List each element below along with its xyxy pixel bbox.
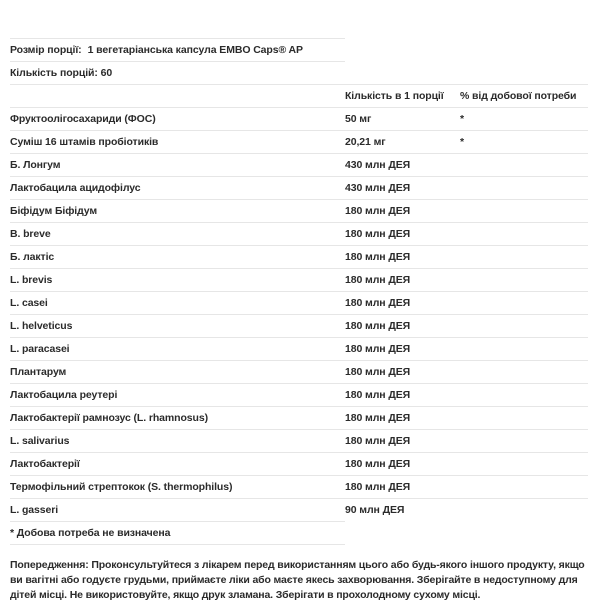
table-row	[10, 338, 588, 361]
ingredient-amount: 180 млн ДЕЯ	[345, 361, 460, 384]
daily-value-footnote	[10, 521, 345, 545]
table-row	[10, 430, 588, 453]
ingredient-name: L. paracasei	[10, 338, 345, 361]
table-header-row	[10, 85, 588, 108]
table-row	[10, 499, 588, 522]
ingredient-amount: 180 млн ДЕЯ	[345, 223, 460, 246]
ingredient-amount: 430 млн ДЕЯ	[345, 177, 460, 200]
table-row	[10, 269, 588, 292]
ingredient-name: L. casei	[10, 292, 345, 315]
ingredient-name: Термофільний стрептокок (S. thermophilus)	[10, 476, 345, 499]
ingredient-daily-value: *	[460, 131, 588, 154]
ingredient-daily-value	[460, 200, 588, 223]
ingredient-amount: 180 млн ДЕЯ	[345, 430, 460, 453]
footnote-text: * Добова потреба не визначена	[10, 527, 171, 539]
table-row	[10, 292, 588, 315]
ingredient-daily-value	[460, 338, 588, 361]
ingredient-daily-value	[460, 154, 588, 177]
ingredient-amount: 180 млн ДЕЯ	[345, 476, 460, 499]
column-header-daily-value: % від добової потреби	[460, 85, 588, 108]
table-row	[10, 223, 588, 246]
ingredient-daily-value	[460, 476, 588, 499]
servings-per-container-label: Кількість порцій: 60	[10, 67, 113, 79]
ingredient-daily-value: *	[460, 108, 588, 131]
ingredient-amount: 180 млн ДЕЯ	[345, 338, 460, 361]
ingredient-daily-value	[460, 223, 588, 246]
ingredient-amount: 90 млн ДЕЯ	[345, 499, 460, 522]
ingredient-name: Б. лактіс	[10, 246, 345, 269]
ingredient-name: L. brevis	[10, 269, 345, 292]
ingredient-daily-value	[460, 292, 588, 315]
supplement-facts-table	[10, 84, 588, 521]
ingredient-name: B. breve	[10, 223, 345, 246]
ingredient-name: L. helveticus	[10, 315, 345, 338]
ingredient-daily-value	[460, 499, 588, 522]
table-row	[10, 200, 588, 223]
ingredient-amount: 180 млн ДЕЯ	[345, 384, 460, 407]
ingredient-amount: 180 млн ДЕЯ	[345, 200, 460, 223]
serving-info-block	[0, 0, 600, 84]
ingredient-amount: 180 млн ДЕЯ	[345, 315, 460, 338]
table-header	[10, 85, 588, 108]
ingredient-amount: 180 млн ДЕЯ	[345, 246, 460, 269]
column-header-ingredient	[10, 85, 345, 108]
table-row	[10, 315, 588, 338]
table-row	[10, 384, 588, 407]
serving-size-label: Розмір порції:	[10, 44, 82, 56]
ingredient-name: Б. Лонгум	[10, 154, 345, 177]
column-header-amount-per-serving: Кількість в 1 порції	[345, 85, 460, 108]
ingredient-daily-value	[460, 315, 588, 338]
table-row	[10, 131, 588, 154]
ingredient-amount: 180 млн ДЕЯ	[345, 292, 460, 315]
ingredient-name: Лактобактерії рамнозус (L. rhamnosus)	[10, 407, 345, 430]
ingredient-name: Фруктоолігосахариди (ФОС)	[10, 108, 345, 131]
servings-per-container-row	[10, 61, 345, 84]
ingredient-amount: 50 мг	[345, 108, 460, 131]
table-row	[10, 154, 588, 177]
ingredient-amount: 20,21 мг	[345, 131, 460, 154]
serving-size-value: 1 вегетаріанська капсула EMBO Caps® AP	[87, 44, 303, 56]
ingredient-daily-value	[460, 384, 588, 407]
table-row	[10, 246, 588, 269]
table-row	[10, 453, 588, 476]
table-row	[10, 476, 588, 499]
table-row	[10, 361, 588, 384]
ingredient-daily-value	[460, 453, 588, 476]
table-row	[10, 177, 588, 200]
ingredient-daily-value	[460, 361, 588, 384]
ingredient-name: Плантарум	[10, 361, 345, 384]
table-row	[10, 108, 588, 131]
ingredient-amount: 180 млн ДЕЯ	[345, 269, 460, 292]
ingredient-daily-value	[460, 177, 588, 200]
ingredient-name: Лактобацила реутері	[10, 384, 345, 407]
ingredient-name: L. gasseri	[10, 499, 345, 522]
ingredient-amount: 180 млн ДЕЯ	[345, 407, 460, 430]
warning-text: Попередження: Проконсультуйтеся з лікарем перед використанням цього або будь-якого іншого продукту, якщо ви вагітні або годуєте грудьми, приймаєте ліки або маєте якесь захворювання. Зберігайте в недоступному для дітей місці. Не використовуйте, якщо друк зламана. Зберігати в прохолодному сухому місці.	[10, 559, 585, 601]
ingredient-name: Лактобактерії	[10, 453, 345, 476]
ingredient-name: Лактобацила ацидофілус	[10, 177, 345, 200]
ingredient-name: L. salivarius	[10, 430, 345, 453]
table-body	[10, 108, 588, 522]
table-row	[10, 407, 588, 430]
ingredient-amount: 180 млн ДЕЯ	[345, 453, 460, 476]
ingredient-daily-value	[460, 246, 588, 269]
ingredient-amount: 430 млн ДЕЯ	[345, 154, 460, 177]
ingredient-daily-value	[460, 269, 588, 292]
ingredient-daily-value	[460, 430, 588, 453]
ingredient-name: Суміш 16 штамів пробіотиків	[10, 131, 345, 154]
serving-size-row	[10, 38, 345, 61]
ingredient-daily-value	[460, 407, 588, 430]
ingredient-name: Біфідум Біфідум	[10, 200, 345, 223]
